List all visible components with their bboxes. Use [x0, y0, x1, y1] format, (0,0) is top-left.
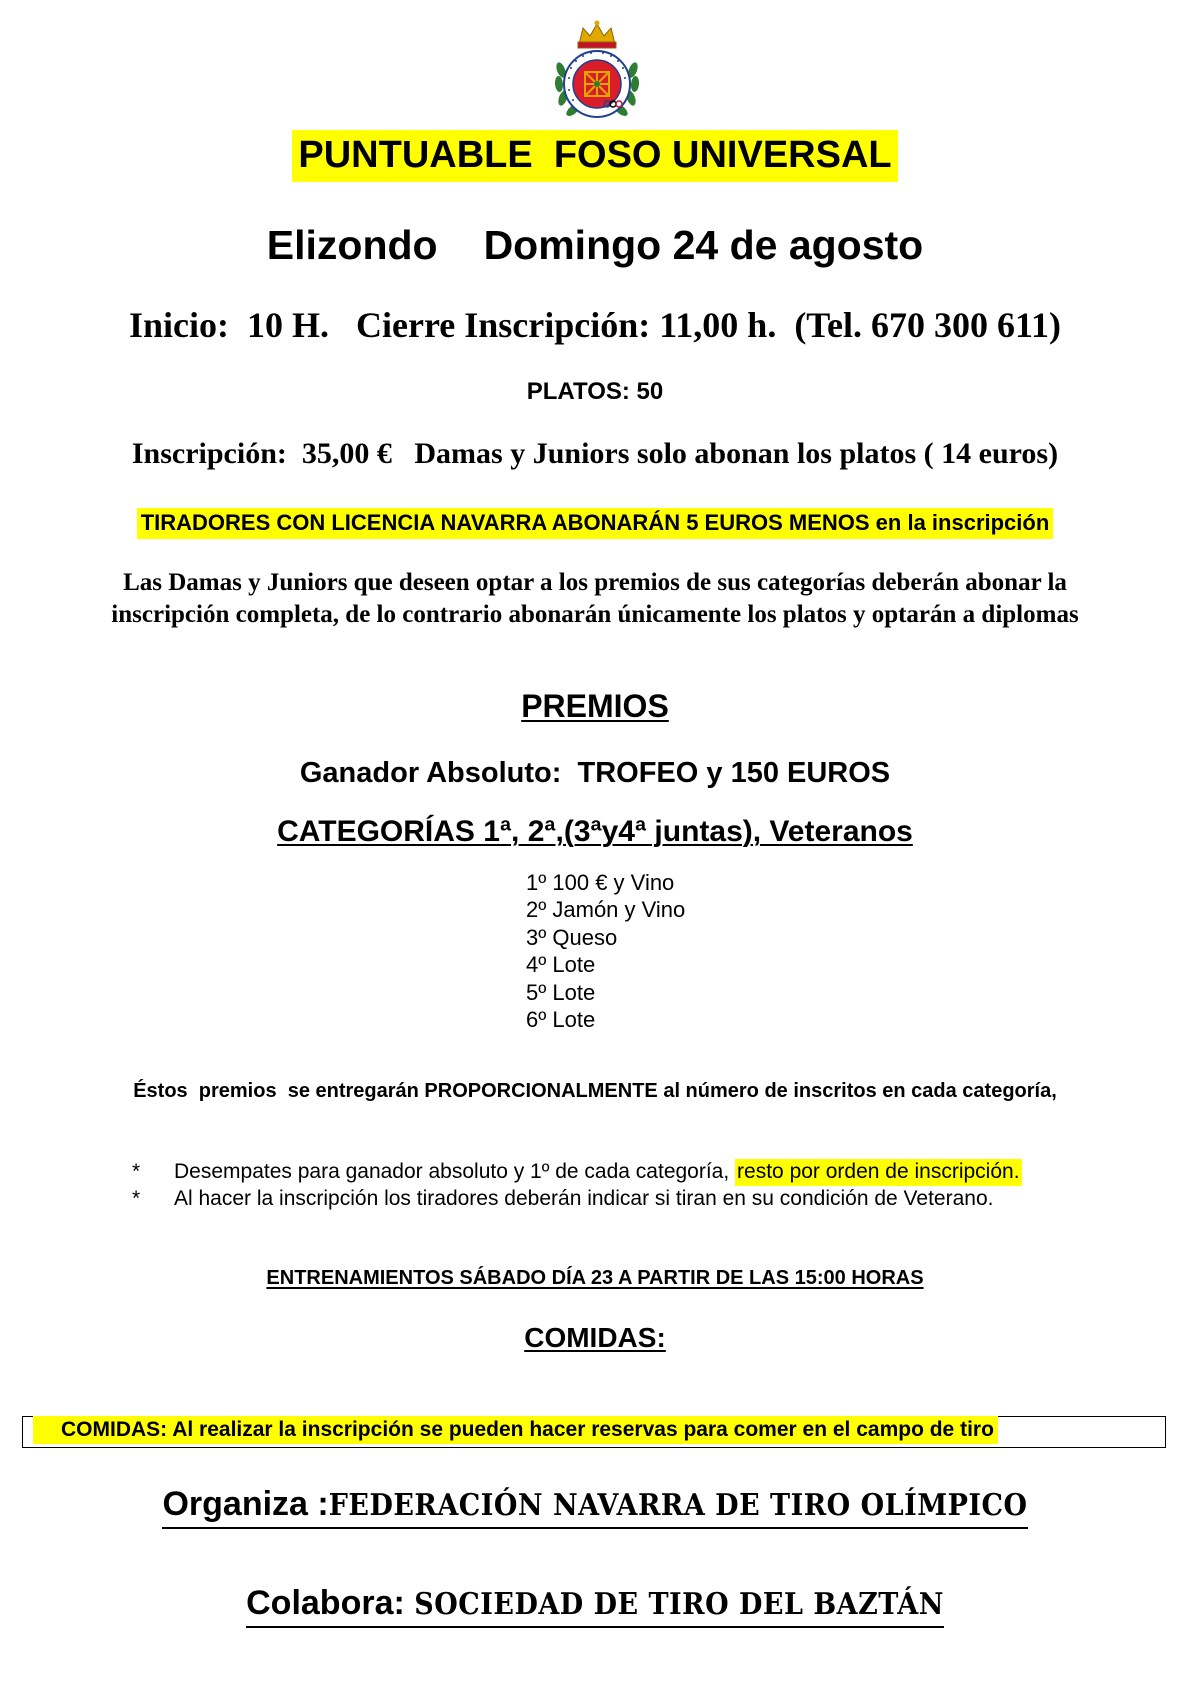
licence-discount-text: TIRADORES CON LICENCIA NAVARRA ABONARÁN 5 EUROS MENOS en la inscripción [137, 508, 1054, 539]
meals-reservation-box [22, 1416, 1166, 1448]
prizes-heading [0, 688, 1190, 725]
collaborator-label: Colabora: [246, 1584, 415, 1622]
tiebreak-note [132, 1160, 1022, 1184]
tiebreak-note-text: Desempates para ganador absoluto y 1º de cada categoría, [174, 1160, 736, 1183]
organizer-name: FEDERACIÓN NAVARRA DE TIRO OLÍMPICO [328, 1488, 1028, 1523]
list-item: 6º Lote [526, 1007, 596, 1033]
meals-heading-text: COMIDAS: [524, 1322, 666, 1353]
training-notice-text: ENTRENAMIENTOS SÁBADO DÍA 23 A PARTIR DE LAS 15:00 HORAS [266, 1267, 924, 1289]
meals-heading [0, 1322, 1190, 1354]
proportional-notice: Éstos premios se entregarán PROPORCIONALMENTE al número de inscritos en cada categoría, [133, 1080, 1057, 1102]
overall-winner-prize: Ganador Absoluto: TROFEO y 150 EUROS [299, 757, 891, 789]
organizer-underline [162, 1484, 1027, 1529]
collaborator-name: SOCIEDAD DE TIRO DEL BAZTÁN [414, 1587, 944, 1622]
crown-icon [578, 21, 616, 49]
training-notice [0, 1267, 1190, 1290]
platos-count: PLATOS: 50 [526, 378, 664, 405]
federation-logo [549, 20, 645, 122]
schedule-line: Inicio: 10 H. Cierre Inscripción: 11,00 h. (Tel. 670 300 611) [129, 305, 1061, 345]
list-item: 5º Lote [526, 979, 596, 1005]
veteran-note [132, 1187, 993, 1211]
tiebreak-note-highlight: resto por orden de inscripción. [735, 1159, 1022, 1186]
inscription-fee: Inscripción: 35,00 € Damas y Juniors solo abonan los platos ( 14 euros) [131, 437, 1059, 470]
categories-heading-text: CATEGORÍAS 1ª, 2ª,(3ªy4ª juntas), Veteranos [277, 815, 913, 848]
list-item: 2º Jamón y Vino [526, 897, 686, 923]
organizer-line [0, 1484, 1190, 1529]
organizer-label: Organiza : [162, 1485, 329, 1523]
categories-heading [0, 815, 1190, 849]
meals-reservation-line [33, 1418, 998, 1442]
collaborator-line [0, 1583, 1190, 1628]
meals-reservation-text: COMIDAS: Al realizar la inscripción se pueden hacer reservas para comer en el campo de tiro [33, 1416, 998, 1444]
event-title-text: PUNTUABLE FOSO UNIVERSAL [292, 130, 897, 182]
list-item: 1º 100 € y Vino [526, 870, 675, 895]
event-date: Domingo 24 de agosto [483, 222, 924, 268]
list-item: 4º Lote [526, 952, 596, 978]
prizes-heading-text: PREMIOS [521, 688, 669, 724]
event-title [0, 134, 1190, 177]
bullet-marker: * [132, 1187, 141, 1210]
damas-notice-line-2: inscripción completa, de lo contrario abonarán únicamente los platos y optarán a diplomas [111, 601, 1079, 628]
event-place: Elizondo [266, 222, 438, 268]
category-prize-list [526, 869, 685, 1033]
bullet-marker: * [132, 1160, 141, 1183]
federation-emblem-svg [549, 20, 645, 122]
damas-notice-line-1: Las Damas y Juniors que deseen optar a los premios de sus categorías deberán abonar la [123, 569, 1067, 596]
collaborator-underline [246, 1583, 944, 1628]
event-place-date [0, 222, 1190, 269]
veteran-note-text: Al hacer la inscripción los tiradores deberán indicar si tiran en su condición de Veterano. [174, 1187, 994, 1210]
damas-juniors-notice [0, 567, 1190, 631]
licence-discount-notice [0, 510, 1190, 536]
list-item: 3º Queso [526, 924, 618, 950]
